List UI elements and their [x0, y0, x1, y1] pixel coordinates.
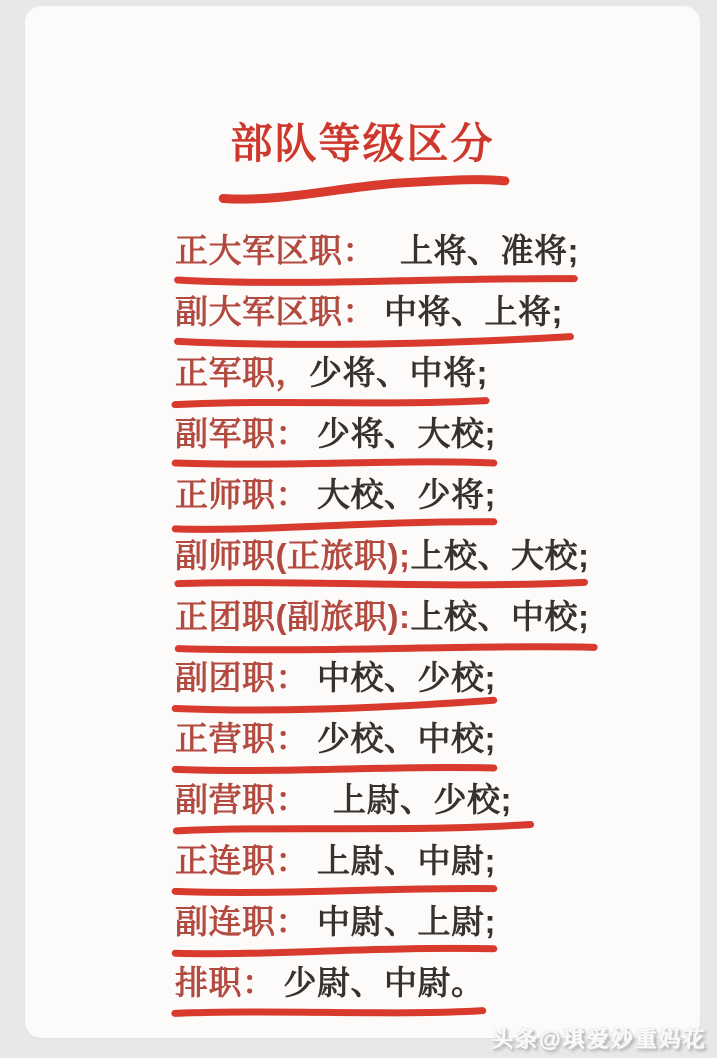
rank-grades: 上尉、少校;	[333, 781, 512, 818]
rank-row	[175, 964, 700, 1008]
red-underline-stroke	[165, 577, 597, 593]
rank-position: 正团职(副旅职):	[175, 598, 411, 635]
rank-row	[175, 537, 700, 581]
red-underline-stroke	[165, 394, 496, 410]
rank-list	[175, 232, 700, 1008]
rank-row	[175, 232, 700, 276]
rank-row	[175, 659, 700, 703]
rank-grades: 上尉、中尉;	[317, 842, 496, 879]
rank-position: 正大军区职：	[175, 232, 376, 269]
rank-row	[175, 903, 700, 947]
rank-position: 排职：	[175, 964, 276, 1001]
note-card	[25, 6, 700, 1038]
rank-grades: 中尉、上尉;	[317, 903, 496, 940]
watermark-text: 头条@琪爱妙重妈花	[491, 1027, 707, 1052]
rank-position: 副军职：	[175, 415, 309, 452]
red-underline-stroke	[165, 1004, 493, 1020]
rank-row	[175, 842, 700, 886]
rank-position: 正师职：	[175, 476, 309, 513]
rank-position: 副团职：	[175, 659, 309, 696]
red-underline-stroke	[165, 514, 504, 535]
rank-grades: 上校、中校;	[410, 598, 590, 635]
rank-grades: 中将、上将;	[384, 293, 563, 330]
rank-row	[175, 598, 700, 642]
rank-row	[175, 415, 700, 459]
rank-row	[175, 354, 700, 398]
red-underline-stroke	[214, 173, 514, 205]
rank-position: 副师职(正旅职);	[175, 537, 411, 574]
red-underline-stroke	[165, 331, 583, 351]
rank-position: 副连职：	[175, 903, 309, 940]
rank-row	[175, 720, 700, 764]
rank-position: 副大军区职：	[175, 293, 376, 330]
rank-grades: 少校、中校;	[317, 720, 496, 757]
rank-position: 正连职：	[175, 842, 309, 879]
page-title: 部队等级区分	[230, 120, 495, 167]
rank-grades: 少将、中将;	[309, 354, 488, 391]
rank-position: 副营职：	[175, 781, 309, 818]
rank-row	[175, 781, 700, 825]
rank-row	[175, 476, 700, 520]
red-underline-stroke	[165, 760, 504, 776]
rank-grades: 少尉、中尉。	[283, 964, 485, 1001]
red-underline-stroke	[165, 882, 504, 898]
red-underline-stroke	[165, 455, 504, 471]
title-block	[25, 6, 700, 170]
red-underline-stroke	[165, 941, 504, 962]
rank-grades: 大校、少将;	[317, 476, 496, 513]
red-underline-stroke	[165, 272, 587, 288]
rank-row	[175, 293, 700, 337]
rank-grades: 上将、准将;	[400, 232, 579, 269]
rank-position: 正军职，	[175, 354, 309, 391]
rank-grades: 少将、大校;	[317, 415, 496, 452]
red-underline-stroke	[165, 696, 504, 718]
rank-grades: 中校、少校;	[317, 659, 496, 696]
rank-position: 正营职：	[175, 720, 309, 757]
red-underline-stroke	[165, 638, 607, 654]
red-underline-stroke	[165, 819, 542, 839]
rank-grades: 上校、大校;	[410, 537, 590, 574]
